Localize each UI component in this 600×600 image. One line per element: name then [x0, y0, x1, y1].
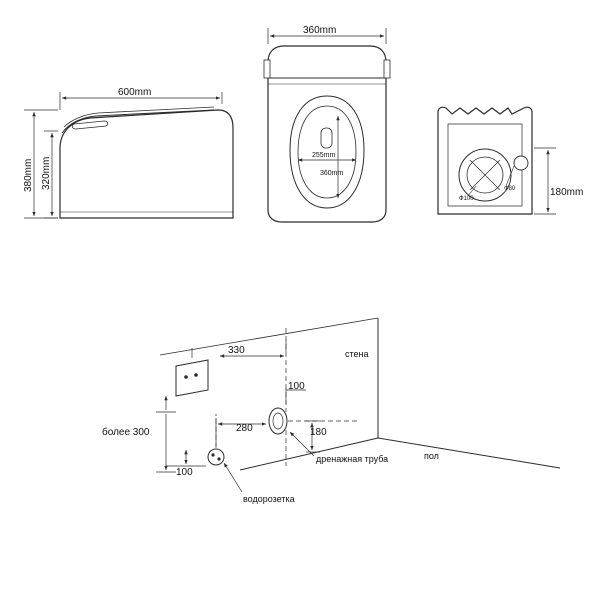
installation-scene [156, 318, 560, 500]
top-dim-360-inner-label: 360mm [320, 170, 344, 177]
top-dim-255-label: 255mm [312, 152, 336, 159]
back-outlet-label: Ф100 [459, 196, 474, 202]
callout-floor-label: пол [424, 451, 439, 461]
callout-drain-pipe-label: дренажная труба [316, 454, 389, 464]
install-dim-more300-label: более 300 [102, 427, 150, 438]
install-dim-330-label: 330 [228, 345, 245, 356]
side-view-outline [60, 107, 233, 218]
install-dim-100-top-label: 100 [288, 381, 305, 392]
side-dim-380-label: 380mm [23, 158, 34, 192]
install-dim-180-label: 180 [310, 427, 327, 438]
install-dim-100-bottom-label: 100 [176, 467, 193, 478]
top-view-outline [264, 46, 390, 222]
callout-water-socket-label: водорозетка [243, 494, 295, 504]
install-dim-280-label: 280 [236, 423, 253, 434]
install-dim-100-bottom [166, 450, 206, 466]
top-dim-360-label: 360mm [303, 25, 337, 36]
side-dim-600-label: 600mm [118, 87, 152, 98]
back-dim-180-label: 180mm [550, 187, 584, 198]
side-dim-320-label: 320mm [41, 156, 52, 190]
back-inlet-label: Ф80 [504, 186, 516, 192]
back-view-outline [438, 107, 532, 214]
install-dim-more300 [156, 396, 176, 472]
callout-wall-label: стена [345, 349, 369, 359]
back-dim-180 [534, 148, 556, 214]
